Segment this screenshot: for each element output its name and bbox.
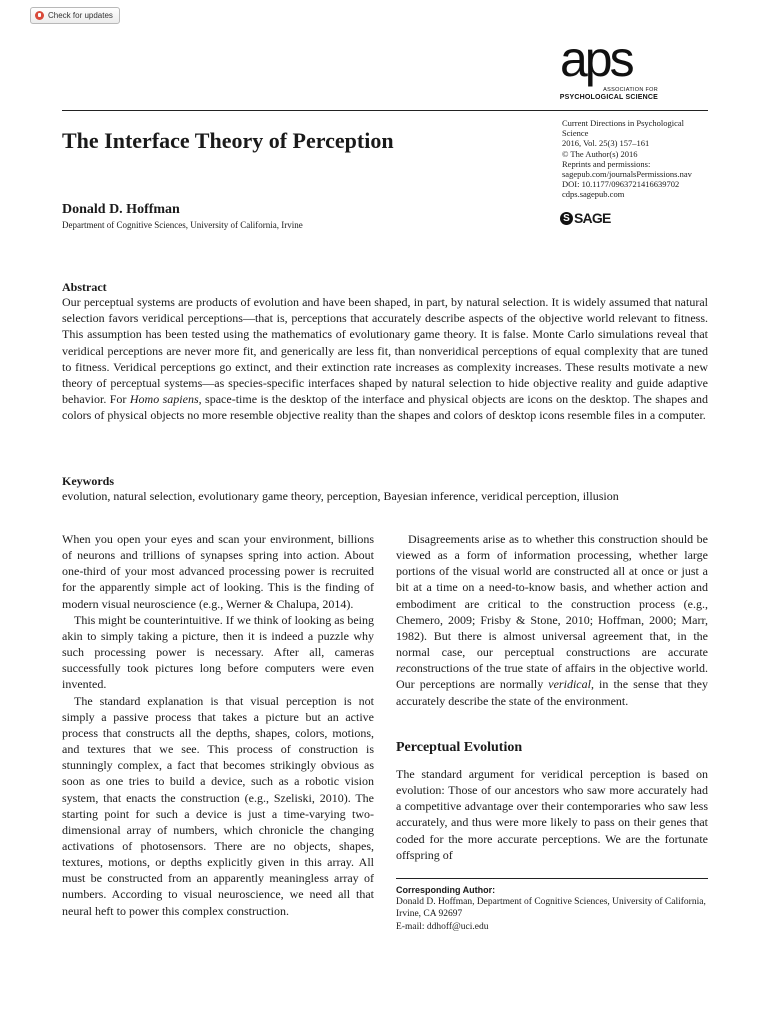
abstract-italic: Homo sapiens — [129, 392, 199, 407]
footnote-address: Donald D. Hoffman, Department of Cognitive Sciences, University of California, Irvine, CA 92697 — [396, 897, 706, 920]
check-for-updates-label: Check for updates — [48, 11, 113, 20]
section-heading: Perceptual Evolution — [396, 740, 523, 755]
body-text: Disagreements arise as to whether this construction should be viewed as a form of information processing, whether large portions of the visual world are constructed all at once or just a bit at a time on a need-to-know basis, and whether action and embodiment are critical to the construction process (e.g., Chemero, 2009; Frisby & Stone, 2010; Hoffman, 2000; Marr, 1982). But there is almost universal agreement that, in the normal case, our perceptual constructions are accurate — [396, 532, 708, 660]
body-paragraph: This might be counterintuitive. If we think of looking as being akin to simply taking a picture, then it is indeed a puzzle why such processing power is necessary. After all, cameras successfully took pictures long before computers were even invented. — [62, 612, 374, 692]
abstract-text: Our perceptual systems are products of evolution and have been shaped, in part, by natural selection. It is widely assumed that natural selection favors veridical perceptions—that is, perceptions that accurately describe aspects of the objective world relevant to fitness. This assumption has been tested using the mathematics of evolutionary game theory. It is false. Monte Carlo simulations reveal that veridical perceptions are never more fit, and generically are less fit, than nonveridical perceptions of equal complexity that are tuned to fitness. Veridical perceptions go extinct, and their extinction rate increases as complexity increases. These results motivate a new theory of perceptual systems—as species-specific interfaces shaped by natural selection to hide objective reality and guide adaptive behavior. For — [62, 295, 708, 407]
header-rule — [62, 110, 708, 111]
body-column-left — [62, 531, 374, 919]
aps-wordmark: aps — [560, 38, 632, 87]
body-paragraph: When you open your eyes and scan your environment, billions of neurons and trillions of synapses spring into action. About one-third of your most advanced processing power is recruited for the apparently simple act of looking. This is the finding of modern visual neuroscience (e.g., Werner & Chalupa, 2014). — [62, 532, 374, 611]
body-text: , in the sense that they accurately describe the state of the environment. — [396, 677, 708, 708]
keywords-list: evolution, natural selection, evolutionary game theory, perception, Bayesian inference, veridical perception, illusion — [62, 489, 619, 503]
sage-logo — [560, 210, 610, 226]
abstract-text: , space-time is the desktop of the interface and physical objects are icons on the desktop. The shapes and colors of physical objects no more resemble objective reality than the shapes and colors of desktop icons resemble files in a computer. — [62, 392, 708, 423]
meta-line: Current Directions in Psychological — [562, 118, 685, 128]
meta-line: cdps.sagepub.com — [562, 189, 625, 200]
aps-logo — [558, 38, 668, 102]
body-paragraph: The standard argument for veridical perception is based on evolution: Those of our ancestors who saw more accurately had a competitive advantage over their contemporaries who saw less accurately, and thus were more likely to pass on their genes that coded for the more accurate perceptions. We are the fortunate offspring of — [396, 767, 708, 862]
body-italic: re — [396, 661, 406, 676]
check-for-updates-badge[interactable] — [30, 7, 120, 24]
body-paragraph — [396, 531, 708, 709]
body-column-right-top — [396, 531, 708, 709]
abstract-heading: Abstract — [62, 280, 107, 294]
aps-subtitle-line1: ASSOCIATION FOR — [603, 87, 658, 93]
meta-line: DOI: 10.1177/0963721416639702 — [562, 179, 680, 190]
footnote-label: Corresponding Author: — [396, 885, 496, 895]
meta-line: © The Author(s) 2016 — [562, 148, 638, 159]
body-column-right-bottom — [396, 766, 708, 863]
corresponding-author-footnote — [396, 884, 716, 933]
meta-line: Science — [562, 128, 589, 139]
aps-wordmark-icon — [558, 38, 658, 88]
body-text: constructions of the true state of affairs in the objective world. Our perceptions are normally — [396, 661, 708, 692]
meta-line: Reprints and permissions: — [562, 158, 651, 169]
footnote-rule — [396, 878, 708, 879]
aps-subtitle-line2: PSYCHOLOGICAL SCIENCE — [559, 94, 658, 101]
aps-subtitle — [558, 86, 658, 102]
author-affiliation: Department of Cognitive Sciences, University of California, Irvine — [62, 220, 303, 230]
abstract-body — [62, 294, 708, 424]
body-italic: veridical — [548, 677, 591, 692]
article-title: The Interface Theory of Perception — [62, 128, 394, 153]
sage-s-icon: S — [560, 212, 573, 225]
keywords-heading: Keywords — [62, 474, 114, 488]
author-name: Donald D. Hoffman — [62, 202, 180, 217]
sage-wordmark: SAGE — [574, 210, 611, 226]
journal-meta — [562, 118, 722, 200]
update-icon — [35, 11, 44, 20]
meta-line: sagepub.com/journalsPermissions.nav — [562, 169, 692, 180]
footnote-email: E-mail: ddhoff@uci.edu — [396, 921, 489, 932]
meta-line: 2016, Vol. 25(3) 157–161 — [562, 138, 650, 149]
body-paragraph: The standard explanation is that visual perception is not simply a passive process that takes a picture but an active process that constructs all the depths, shapes, colors, motions, and textures that we see. This process of construction is stunningly complex, a fact that becomes strikingly obvious as soon as one tries to build a device, such as a robotic vision system, that enacts the construction (e.g., Szeliski, 2010). The starting point for such a device is just a time-varying two-dimensional array of numbers, which chronicle the changing activations of photosensors. There are no objects, shapes, textures, motions, or depths explicitly given in this array. All must be constructed from an apparently meaningless array of numbers. According to visual neuroscience, we need all that neural heft to power this complex construction. — [62, 693, 374, 918]
